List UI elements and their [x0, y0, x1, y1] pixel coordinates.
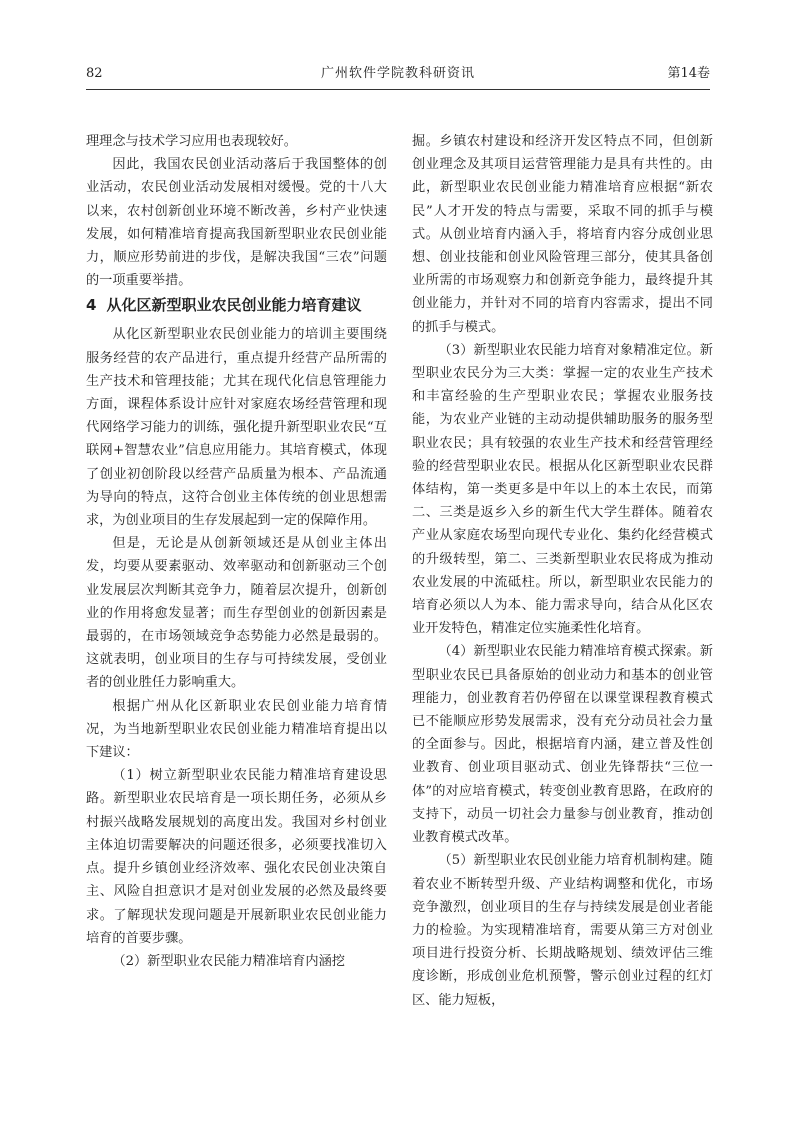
section-title: 从化区新型职业农民创业能力培育建议	[106, 296, 362, 315]
page-number: 82	[86, 66, 103, 81]
paragraph: （2）新型职业农民能力精准培育内涵挖	[112, 953, 345, 969]
paragraph: 从化区新型职业农民创业能力的培训主要围绕服务经营的农产品进行，重点提升经营产品所需的生产技术和管理技能；尤其在现代化信息管理能力方面，课程体系设计应针对家庭农场经营管理和现代网络学习能力的训练，强化提升新型职业农民“互联网+智慧农业”信息应用能力。其培育模式，体现了创业初创阶段以经营产品质量为根本、产品流通为导向的特点，这符合创业主体传统的创业思想需求，为创业项目的生存发展起到一定的保障作用。	[86, 327, 387, 529]
volume-label: 第14卷	[667, 66, 710, 81]
paragraph: 掘。乡镇农村建设和经济开发区特点不同，但创新创业理念及其项目运营管理能力是具有共性的。由此，新型职业农民创业能力精准培育应根据“新农民”人才开发的特点与需要，采取不同的抓手与模式。从创业培育内涵入手，将培育内容分成创业思想、创业技能和创业风险管理三部分，使其具备创业所需的市场观察力和创新竞争能力，最终提升其创业能力，并针对不同的培育内容需求，提出不同的抓手与模式。	[412, 134, 713, 335]
paragraph: （3）新型职业农民能力培育对象精准定位。新型职业农民分为三大类：掌握一定的农业生产技术和丰富经验的生产型职业农民；掌握农业服务技能，为农业产业链的主动动提供辅助服务的服务型职业农民；具有较强的农业生产技术和经营管理经验的经营型职业农民。根据从化区新型职业农民群体结构，第一类更多是中年以上的本土农民，而第二、三类是返乡入乡的新生代大学生群体。随着农产业从家庭农场型向现代专业化、集约化经营模式的升级转型，第二、三类新型职业农民将成为推动农业发展的中流砥柱。所以，新型职业农民能力的培育必须以人为本、能力需求导向，结合从化区农业开发特色，精准定位实施柔性化培育。	[412, 342, 713, 637]
paragraph: （4）新型职业农民能力精准培育模式探索。新型职业农民已具备原始的创业动力和基本的创业管理能力，创业教育若仍停留在以课堂课程教育模式已不能顺应形势发展需求，没有充分动员社会力量的全面参与。因此，根据培育内涵，建立普及性创业教育、创业项目驱动式、创业先锋帮扶“三位一体”的对应培育模式，转变创业教育思路，在政府的支持下，动员一切社会力量参与创业教育，推动创业教育模式改革。	[412, 644, 713, 846]
paragraph: （1）树立新型职业农民能力精准培育建设思路。新型职业农民培育是一项长期任务，必须从乡村振兴战略发展规划的高度出发。我国对乡村创业主体迫切需要解决的问题还很多，必须要找准切入点。提升乡镇创业经济效率、强化农民创业决策自主、风险自担意识才是对创业发展的必然及最终要求。了解现状发现问题是开展新职业农民创业能力培育的首要步骤。	[86, 768, 387, 946]
running-header	[86, 62, 710, 86]
paragraph: 根据广州从化区新职业农民创业能力培育情况，为当地新型职业农民创业能力精准培育提出以下建议：	[86, 698, 387, 761]
paragraph: 理理念与技术学习应用也表现较好。	[86, 134, 297, 149]
journal-title: 广州软件学院教科研资讯	[320, 66, 475, 81]
header-rule	[86, 89, 710, 90]
paragraph: 因此，我国农民创业活动落后于我国整体的创业活动，农民创业活动发展相对缓慢。党的十八大以来，农村创新创业环境不断改善，乡村产业快速发展，如何精准培育提高我国新型职业农民创业能力，顺应形势前进的步伐，是解决我国“三农”问题的一项重要举措。	[86, 157, 387, 289]
section-heading	[86, 294, 387, 317]
right-column	[412, 130, 713, 1012]
paragraph: 但是，无论是从创新领域还是从创业主体出发，均要从要素驱动、效率驱动和创新驱动三个创业发展层次判断其竞争力，随着层次提升，创新创业的作用将愈发显著；而生存型创业的创新因素是最弱的，在市场领域竞争态势能力必然是最弱的。这就表明，创业项目的生存与可持续发展，受创业者的创业胜任力影响重大。	[86, 536, 387, 691]
paragraph: （5）新型职业农民创业能力培育机制构建。随着农业不断转型升级、产业结构调整和优化，市场竞争激烈，创业项目的生存与持续发展是创业者能力的检验。为实现精准培育，需要从第三方对创业项目进行投资分析、长期战略规划、绩效评估三维度诊断，形成创业危机预警，警示创业过程的红灯区、能力短板，	[412, 853, 713, 1008]
left-column	[86, 130, 387, 973]
section-number: 4	[86, 296, 97, 315]
